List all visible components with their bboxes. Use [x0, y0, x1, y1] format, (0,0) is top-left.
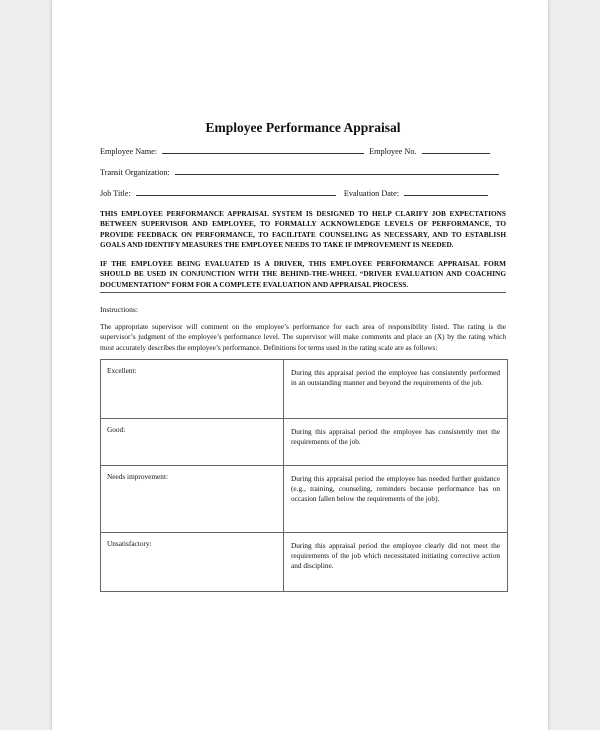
- document-content: [100, 120, 506, 592]
- table-row: [101, 532, 508, 591]
- rating-description: During this appraisal period the employee has consistently met the requirements of the job.: [284, 418, 508, 465]
- employee-name-label: Employee Name:: [100, 147, 158, 156]
- job-title-label: Job Title:: [100, 189, 131, 198]
- page-title: Employee Performance Appraisal: [205, 120, 401, 135]
- employee-no-label: Employee No.: [369, 147, 417, 156]
- rating-description: During this appraisal period the employee clearly did not meet the requirements of the job which necessitated initiating corrective action and discipline.: [284, 532, 508, 591]
- driver-paragraph: IF THE EMPLOYEE BEING EVALUATED IS A DRIVER, THIS EMPLOYEE PERFORMANCE APPRAISAL FORM SHOULD BE USED IN CONJUNCTION WITH THE BEHIND-THE-WHEEL “DRIVER EVALUATION AND COACHING DOCUMENTATION” FORM FOR A COMPLETE EVALUATION AND APPRAISAL PROCESS.: [100, 259, 506, 289]
- rating-scale-table: [100, 359, 508, 592]
- document-page: [52, 0, 548, 730]
- instructions-heading: Instructions:: [100, 305, 138, 315]
- evaluation-date-field[interactable]: [404, 188, 488, 196]
- employee-no-field[interactable]: [422, 146, 490, 154]
- rating-term: Good:: [101, 418, 284, 465]
- rating-term: Excellent:: [101, 359, 284, 418]
- job-title-field[interactable]: [136, 188, 336, 196]
- divider-line: [100, 292, 506, 293]
- rating-description: During this appraisal period the employee has consistently performed in an outstanding manner and beyond the requirements of the job.: [284, 359, 508, 418]
- employee-name-row: [100, 146, 506, 157]
- evaluation-date-label: Evaluation Date:: [343, 189, 400, 198]
- transit-organization-label: Transit Organization:: [100, 168, 170, 177]
- purpose-paragraph: THIS EMPLOYEE PERFORMANCE APPRAISAL SYSTEM IS DESIGNED TO HELP CLARIFY JOB EXPECTATIONS BETWEEN SUPERVISOR AND EMPLOYEE, TO FORMALLY ACKNOWLEDGE LEVELS OF PERFORMANCE, TO PROVIDE FEEDBACK ON PERFORMANCE, TO FACILITATE COUNSELING AS NECESSARY, AND TO ESTABLISH GOALS AND IDENTIFY MEASURES THE EMPLOYEE NEEDS TO TAKE IF IMPROVEMENT IS NEEDED.: [100, 209, 506, 249]
- transit-organization-row: [100, 167, 506, 178]
- job-title-row: [100, 188, 506, 199]
- employee-name-field[interactable]: [162, 146, 364, 154]
- table-row: [101, 465, 508, 532]
- rating-term: Needs improvement:: [101, 465, 284, 532]
- instructions-text: The appropriate supervisor will comment on the employee’s performance for each area of responsibility listed. The rating is the supervisor’s judgment of the employee’s performance level. The supervisor will make comments and place an (X) by the rating which most accurately describes the employee’s performance. Definitions for terms used in the rating scale are as follows:: [100, 322, 506, 352]
- transit-organization-field[interactable]: [175, 167, 499, 175]
- table-row: [101, 418, 508, 465]
- rating-term: Unsatisfactory:: [101, 532, 284, 591]
- table-row: [101, 359, 508, 418]
- rating-description: During this appraisal period the employee has needed further guidance (e.g., training, counseling, reminders because performance has on occasion fallen below the requirements of the job).: [284, 465, 508, 532]
